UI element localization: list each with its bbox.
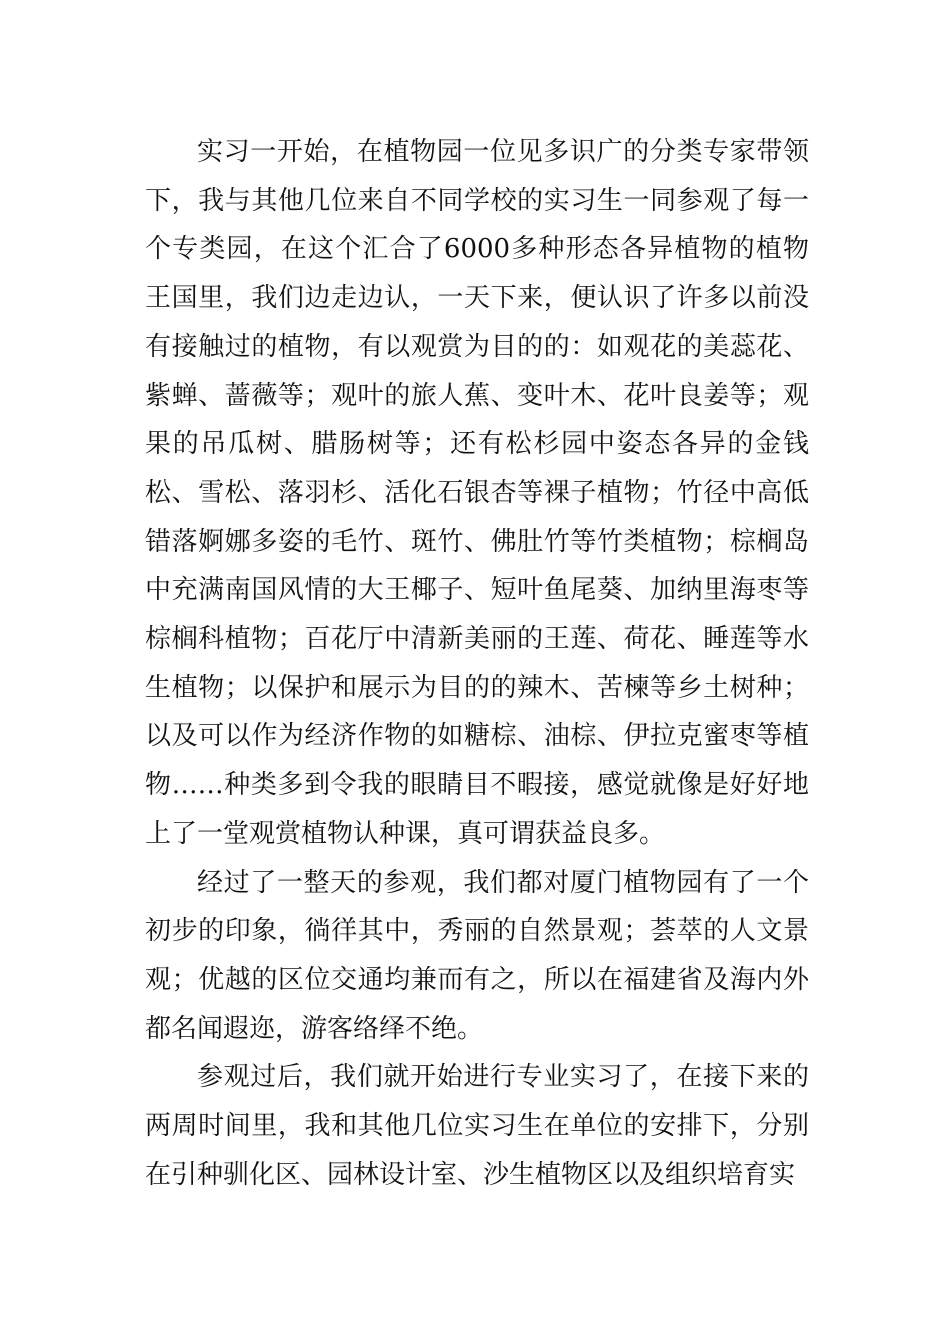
paragraph-1: 实习一开始，在植物园一位见多识广的分类专家带领下，我与其他几位来自不同学校的实习生一同参观了每一个专类园，在这个汇合了6000多种形态各异植物的植物王国里，我们边走边认，一天下来，便认识了许多以前没有接触过的植物，有以观赏为目的的：如观花的美蕊花、紫蝉、蔷薇等；观叶的旅人蕉、变叶木、花叶良姜等；观果的吊瓜树、腊肠树等；还有松杉园中姿态各异的金钱松、雪松、落羽杉、活化石银杏等裸子植物；竹径中高低错落婀娜多姿的毛竹、斑竹、佛肚竹等竹类植物；棕榈岛中充满南国风情的大王椰子、短叶鱼尾葵、加纳里海枣等棕榈科植物；百花厅中清新美丽的王莲、荷花、睡莲等水生植物；以保护和展示为目的的辣木、苦楝等乡土树种；以及可以作为经济作物的如糖棕、油棕、伊拉克蜜枣等植物……种类多到令我的眼睛目不暇接，感觉就像是好好地上了一堂观赏植物认种课，真可谓获益良多。 <box>145 137 809 849</box>
paragraph-2: 经过了一整天的参观，我们都对厦门植物园有了一个初步的印象，徜徉其中，秀丽的自然景观；荟萃的人文景观；优越的区位交通均兼而有之，所以在福建省及海内外都名闻遐迩，游客络绎不绝。 <box>145 867 809 1044</box>
document-body <box>145 128 809 1199</box>
paragraph-3: 参观过后，我们就开始进行专业实习了，在接下来的两周时间里，我和其他几位实习生在单位的安排下，分别在引种驯化区、园林设计室、沙生植物区以及组织培育实 <box>145 1062 809 1190</box>
